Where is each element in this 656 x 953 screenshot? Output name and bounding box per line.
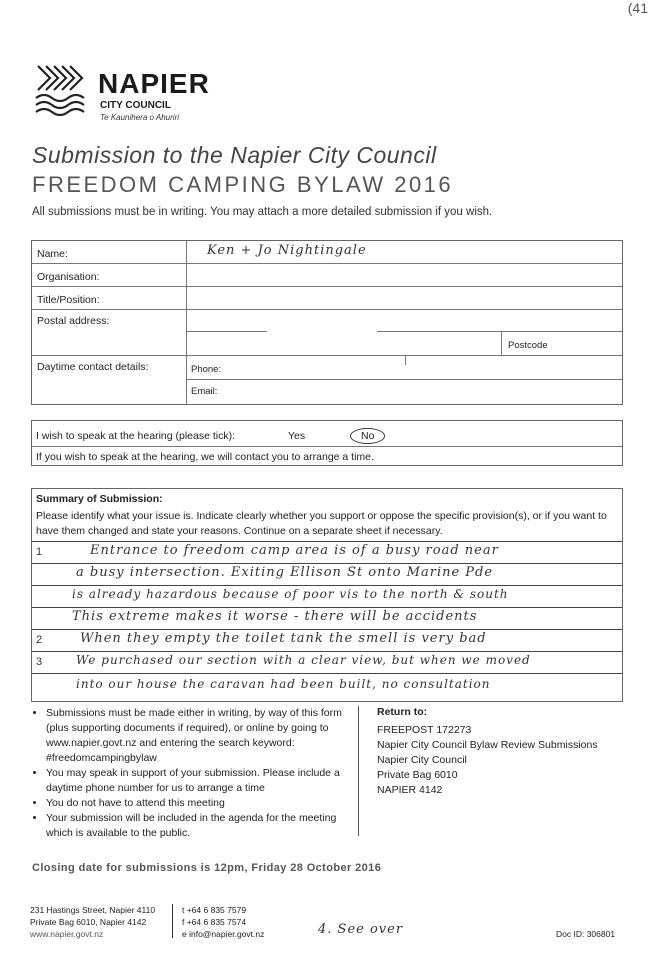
hearing-yes-option[interactable]: Yes xyxy=(288,430,306,442)
name-field[interactable]: Ken + Jo Nightingale xyxy=(207,243,367,258)
summary-line[interactable]: When they empty the toilet tank the smell is very bad xyxy=(80,631,487,646)
return-line: Napier City Council xyxy=(377,754,467,766)
organisation-label: Organisation: xyxy=(37,271,100,283)
hearing-box xyxy=(31,420,623,466)
footer-address-1: 231 Hastings Street, Napier 4110 xyxy=(30,905,156,915)
handwritten-note: 4. See over xyxy=(318,922,404,937)
postal-address-label: Postal address: xyxy=(37,315,110,327)
summary-line[interactable]: Entrance to freedom camp area is of a busy road near xyxy=(90,543,499,558)
brand-motto: Te Kaunihera o Ahuriri xyxy=(100,113,180,122)
summary-line-number: 3 xyxy=(36,656,43,668)
return-heading: Return to: xyxy=(377,706,428,718)
brand-subtitle: CITY COUNCIL xyxy=(100,100,171,111)
intro-text: All submissions must be in writing. You may attach a more detailed submission if you wish. xyxy=(32,206,493,218)
summary-line[interactable]: into our house the caravan had been built, no consultation xyxy=(76,677,491,691)
daytime-contact-label: Daytime contact details: xyxy=(37,361,149,373)
summary-heading: Summary of Submission: xyxy=(36,493,163,505)
corner-mark: (41 xyxy=(627,0,648,16)
footer-website-link[interactable]: www.napier.govt.nz xyxy=(30,929,104,939)
page-subtitle: FREEDOM CAMPING BYLAW 2016 xyxy=(32,172,454,197)
hearing-note: If you wish to speak at the hearing, we will contact you to arrange a time. xyxy=(36,451,374,463)
footer-address-2: Private Bag 6010, Napier 4142 xyxy=(30,917,147,927)
summary-line-number: 1 xyxy=(36,546,43,558)
napier-logo-icon xyxy=(30,58,92,120)
note-item: • Submissions must be made either in writing, by way of this form (plus supporting documents if required), or online by going to www.napier.govt.nz and entering the search keyword: #freedomcampingbylaw xyxy=(46,706,366,766)
summary-line[interactable]: is already hazardous because of poor vis to the north & south xyxy=(72,587,509,601)
summary-instructions: Please identify what your issue is. Indicate clearly whether you support or oppose the specific provision(s), or if you want to have them changed and state your reasons. Continue on a separate sheet if necessary. xyxy=(36,510,607,537)
summary-line[interactable]: a busy intersection. Exiting Ellison St onto Marine Pde xyxy=(76,565,494,580)
submitter-details-table xyxy=(31,240,623,405)
email-label: Email: xyxy=(191,386,218,397)
summary-line-number: 2 xyxy=(36,634,43,646)
title-position-label: Title/Position: xyxy=(37,294,100,306)
summary-box xyxy=(31,488,623,702)
column-divider xyxy=(358,706,359,836)
return-line: FREEPOST 172273 xyxy=(377,724,472,736)
return-line: Napier City Council Bylaw Review Submissions xyxy=(377,739,598,751)
footer-phone: t +64 6 835 7579 xyxy=(182,905,247,915)
brand-name: NAPIER xyxy=(98,68,210,99)
postcode-label: Postcode xyxy=(508,340,548,351)
note-item: • You may speak in support of your submission. Please include a daytime phone number for us to arrange a time xyxy=(46,766,366,796)
note-item: • You do not have to attend this meeting xyxy=(46,796,366,811)
doc-id: Doc ID: 306801 xyxy=(556,929,616,939)
return-line: NAPIER 4142 xyxy=(377,784,443,796)
summary-line[interactable]: We purchased our section with a clear view, but when we moved xyxy=(76,653,531,667)
phone-label: Phone: xyxy=(191,364,222,375)
hearing-question: I wish to speak at the hearing (please tick): xyxy=(36,430,236,442)
submission-notes-list xyxy=(28,706,366,841)
footer-divider xyxy=(172,904,173,938)
footer-fax: f +64 6 835 7574 xyxy=(182,917,247,927)
summary-line[interactable]: This extreme makes it worse - there will be accidents xyxy=(72,609,478,624)
note-item: • Your submission will be included in the agenda for the meeting which is available to the public. xyxy=(46,811,366,841)
name-label: Name: xyxy=(37,248,68,260)
return-line: Private Bag 6010 xyxy=(377,769,458,781)
page-title: Submission to the Napier City Council xyxy=(32,142,437,168)
hearing-no-option[interactable]: No xyxy=(350,428,385,444)
footer-email-link[interactable]: e info@napier.govt.nz xyxy=(182,929,265,939)
closing-date: Closing date for submissions is 12pm, Friday 28 October 2016 xyxy=(32,862,382,874)
